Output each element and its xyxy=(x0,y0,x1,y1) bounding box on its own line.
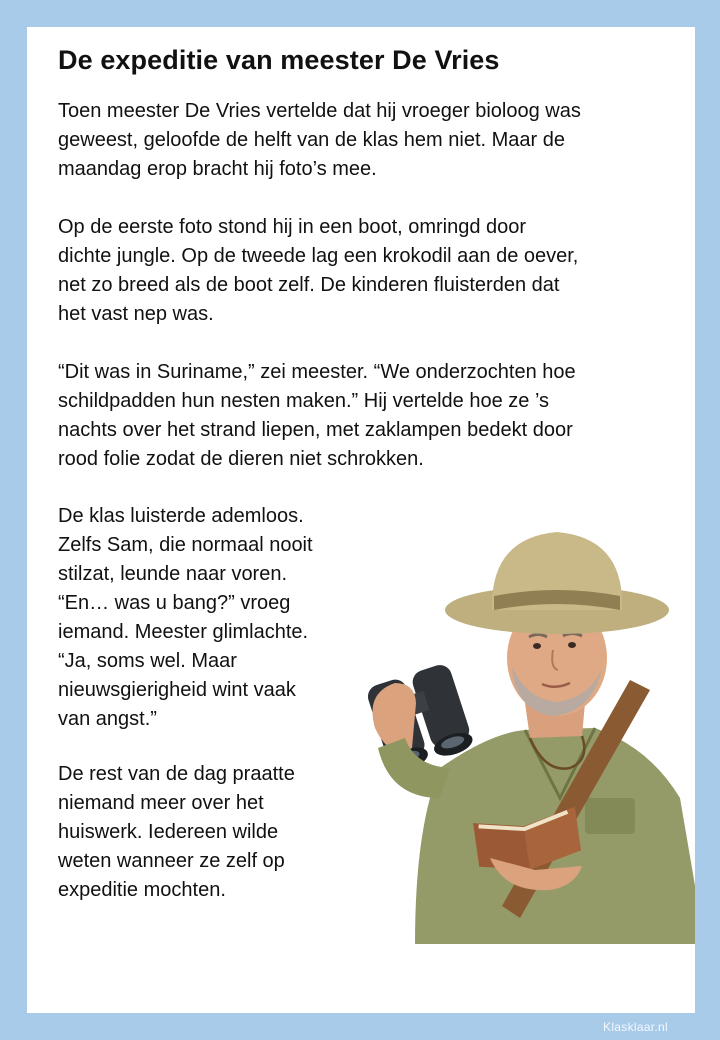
story-paragraph-5: De rest van de dag praatte niemand meer over het huiswerk. Iedereen wilde weten wanneer ze zelf op expeditie mochten. xyxy=(58,763,295,901)
story-paragraph-2: Op de eerste foto stond hij in een boot, omringd door dichte jungle. Op de tweede lag een krokodil aan de oever, net zo breed als de boot zelf. De kinderen fluisterden dat het vast nep was. xyxy=(58,216,579,325)
story-paragraph-1: Toen meester De Vries vertelde dat hij vroeger bioloog was geweest, geloofde de helft van de klas hem niet. Maar de maandag erop bracht hij foto’s mee. xyxy=(58,100,581,180)
story-paragraph-4: De klas luisterde ademloos. Zelfs Sam, die normaal nooit stilzat, leunde naar voren. “En… was u bang?” vroeg iemand. Meester glimlachte. “Ja, soms wel. Maar nieuwsgierigheid wint vaak van angst.” xyxy=(58,505,313,730)
explorer-illustration xyxy=(320,498,695,944)
story-paragraph-3: “Dit was in Suriname,” zei meester. “We onderzochten hoe schildpadden hun nesten maken.” Hij vertelde hoe ze ’s nachts over het strand liepen, met zaklampen bedekt door rood folie zodat de dieren niet schrokken. xyxy=(58,361,576,470)
story-sheet xyxy=(27,27,695,1013)
brand-footer: Klasklaar.nl xyxy=(603,1020,668,1034)
story-title: De expeditie van meester De Vries xyxy=(58,45,500,75)
explorer-hand xyxy=(373,683,417,751)
